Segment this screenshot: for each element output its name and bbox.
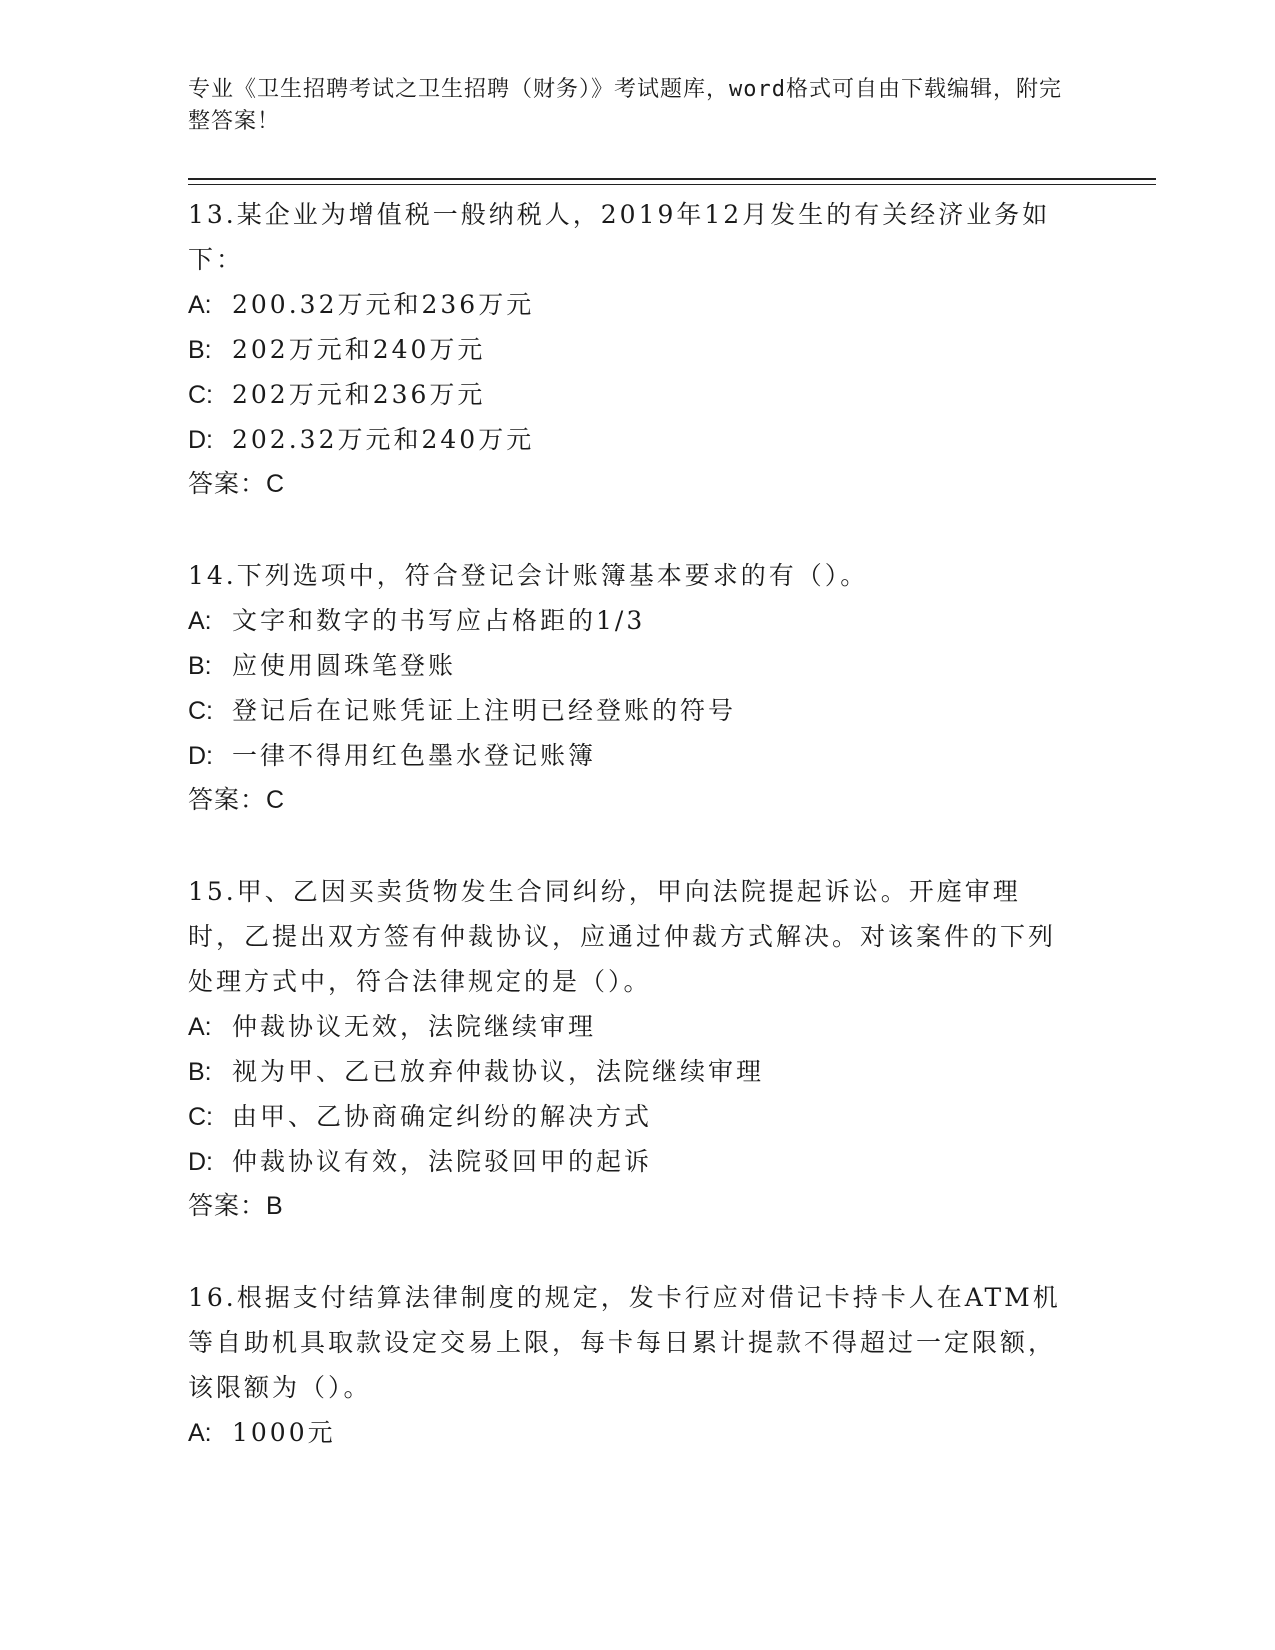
option-key: D: (188, 742, 213, 770)
option-text: 202.32万元和240万元 (232, 425, 535, 454)
question-13 (188, 192, 1068, 507)
option-c (188, 688, 1068, 733)
option-key: A: (188, 1013, 212, 1041)
header-rule-thin (188, 184, 1156, 185)
option-key: C: (188, 1103, 213, 1131)
option-text: 应使用圆珠笔登账 (232, 651, 457, 680)
option-b (188, 327, 1068, 372)
option-a (188, 282, 1068, 327)
question-stem: 15.甲、乙因买卖货物发生合同纠纷，甲向法院提起诉讼。开庭审理时，乙提出双方签有仲裁协议，应通过仲裁方式解决。对该案件的下列处理方式中，符合法律规定的是（）。 (188, 877, 1057, 996)
option-text: 202万元和240万元 (232, 335, 486, 364)
question-15 (188, 869, 1068, 1229)
option-text: 1000元 (232, 1418, 336, 1447)
question-stem: 16.根据支付结算法律制度的规定，发卡行应对借记卡持卡人在ATM机等自助机具取款设定交易上限，每卡每日累计提款不得超过一定限额，该限额为（）。 (188, 1283, 1061, 1402)
question-14 (188, 553, 1068, 823)
option-key: D: (188, 1148, 213, 1176)
option-key: A: (188, 1419, 212, 1447)
answer-line: 答案：B (188, 1192, 284, 1220)
option-text: 202万元和236万元 (232, 380, 486, 409)
option-text: 一律不得用红色墨水登记账簿 (232, 741, 597, 770)
answer-line: 答案：C (188, 786, 286, 814)
option-c (188, 372, 1068, 417)
option-text: 由甲、乙协商确定纠纷的解决方式 (232, 1102, 653, 1131)
option-key: A: (188, 291, 212, 319)
option-key: D: (188, 426, 213, 454)
option-text: 文字和数字的书写应占格距的1/3 (232, 606, 646, 635)
option-a (188, 598, 1068, 643)
option-text: 视为甲、乙已放弃仲裁协议，法院继续审理 (232, 1057, 765, 1086)
option-text: 200.32万元和236万元 (232, 290, 535, 319)
option-b (188, 643, 1068, 688)
option-text: 仲裁协议有效，法院驳回甲的起诉 (232, 1147, 653, 1176)
question-stem: 14.下列选项中，符合登记会计账簿基本要求的有（）。 (188, 561, 869, 590)
question-list (188, 192, 1068, 1501)
question-16 (188, 1275, 1068, 1455)
option-key: B: (188, 652, 212, 680)
answer-line: 答案：C (188, 470, 286, 498)
option-d (188, 417, 1068, 462)
option-text: 仲裁协议无效，法院继续审理 (232, 1012, 597, 1041)
option-key: C: (188, 381, 213, 409)
option-key: B: (188, 336, 212, 364)
option-key: C: (188, 697, 213, 725)
option-d (188, 733, 1068, 778)
option-key: A: (188, 607, 212, 635)
header-rule (188, 178, 1156, 180)
option-d (188, 1139, 1068, 1184)
option-b (188, 1049, 1068, 1094)
option-text: 登记后在记账凭证上注明已经登账的符号 (232, 696, 737, 725)
document-header: 专业《卫生招聘考试之卫生招聘（财务）》考试题库，word格式可自由下载编辑，附完整答案！ (188, 77, 1062, 134)
question-stem: 13.某企业为增值税一般纳税人，2019年12月发生的有关经济业务如下： (188, 200, 1051, 274)
option-a (188, 1004, 1068, 1049)
option-key: B: (188, 1058, 212, 1086)
option-c (188, 1094, 1068, 1139)
option-a (188, 1410, 1068, 1455)
